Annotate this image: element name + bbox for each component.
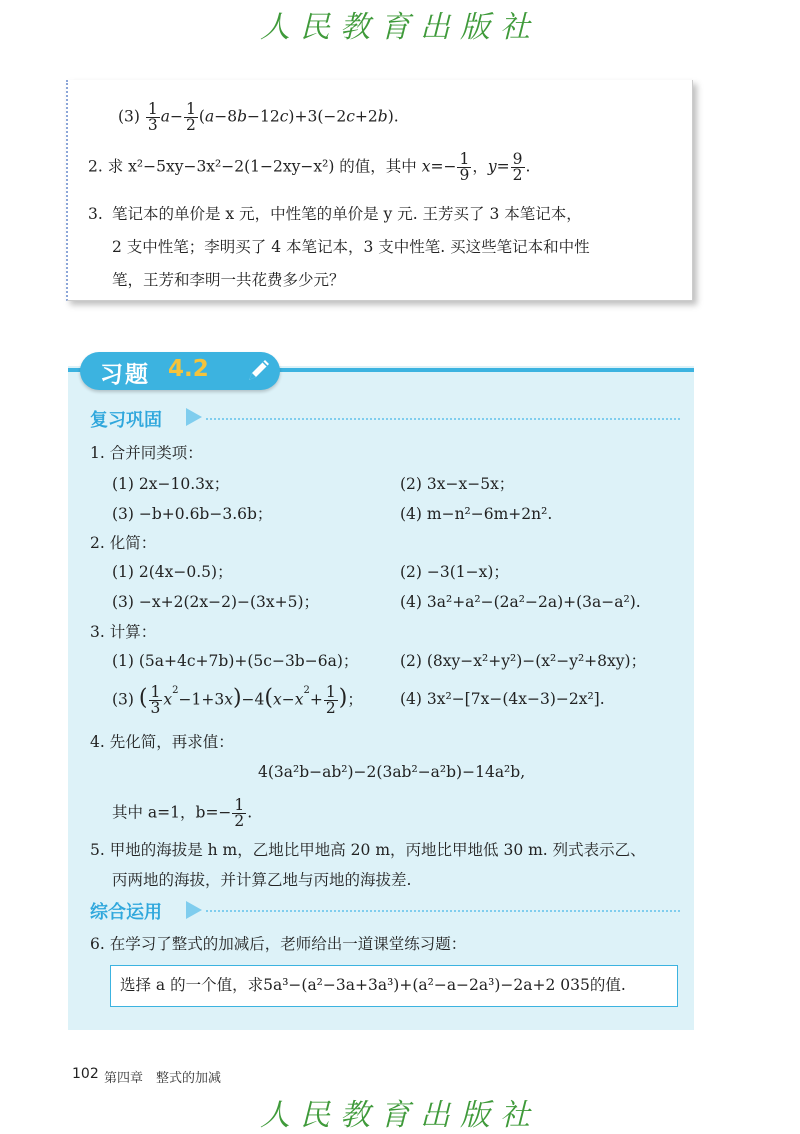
q2-label: 2. 化简： <box>90 534 157 552</box>
q5-line1: 5. 甲地的海拔是 h m，乙地比甲地高 20 m，丙地比甲地低 30 m. 列式表示乙、 <box>90 841 646 859</box>
pencil-icon <box>245 356 273 384</box>
practice-q3-line3: 笔，王芳和李明一共花费多少元？ <box>112 271 345 289</box>
q2-text: 求 x²−5xy−3x²−2(1−2xy−x²) 的值，其中 <box>107 157 417 176</box>
q6-box-text: 选择 a 的一个值，求5a³−(a²−3a+3a³)+(a²−a−2a³)−2a+2 035的值. <box>120 976 626 994</box>
q1-item-2: (2) 3x−x−5x； <box>400 475 515 493</box>
page-number: 102 <box>72 1066 99 1082</box>
practice-q3-label: 3. <box>88 205 103 223</box>
section-application-heading: 综合运用 <box>90 902 162 923</box>
practice-q2: 2. 求 x²−5xy−3x²−2(1−2xy−x²) 的值，其中 x=− $\frac{1}{9}$ ，y= $\frac{9}{2}$ . <box>88 150 531 184</box>
q3-item-4: (4) 3x²−[7x−(4x−3)−2x²]. <box>400 690 605 708</box>
q1-item-4: (4) m−n²−6m+2n². <box>400 505 553 523</box>
section-arrow-icon <box>186 901 202 919</box>
q1-item-3: (3) −b+0.6b−3.6b； <box>112 505 273 523</box>
q3-item-3: (3) ( $\frac{1}{3}$ $x^2-1+3x)-4(x-x^2+$ $\frac{1}{2}$ )； <box>112 683 363 717</box>
q5-line2: 丙两地的海拔，并计算乙地与丙地的海拔差. <box>112 871 412 889</box>
practice-q3-line2: 2 支中性笔；李明买了 4 本笔记本，3 支中性笔. 买这些笔记本和中性 <box>112 238 590 256</box>
q4-label: 4. 先化简，再求值： <box>90 733 234 751</box>
publisher-header: 人民教育出版社 <box>260 10 540 45</box>
q4-expression: 4(3a²b−ab²)−2(3ab²−a²b)−14a²b, <box>258 763 526 781</box>
chapter-title: 第四章 整式的加减 <box>104 1071 222 1086</box>
q3-label: 3. 计算： <box>90 623 157 641</box>
q4-condition: 其中 a=1，b=− $\frac{1}{2}$ . <box>112 796 253 830</box>
exercise-title: 习题 <box>100 362 150 388</box>
q1-item-1: (1) 2x−10.3x； <box>112 475 230 493</box>
part-label: (3) <box>112 690 134 709</box>
section-divider <box>206 910 680 912</box>
q2-item-2: (2) −3(1−x)； <box>400 563 509 581</box>
exercise-number: 4.2 <box>168 356 209 382</box>
q2-item-3: (3) −x+2(2x−2)−(3x+5)； <box>112 593 320 611</box>
publisher-footer: 人民教育出版社 <box>260 1098 540 1133</box>
section-review-heading: 复习巩固 <box>90 410 162 431</box>
q2-item-1: (1) 2(4x−0.5)； <box>112 563 233 581</box>
q3-item-1: (1) (5a+4c+7b)+(5c−3b−6a)； <box>112 652 359 670</box>
part-label: (3) <box>118 107 140 126</box>
q2-label: 2. <box>88 157 103 176</box>
section-divider <box>206 418 680 420</box>
q6-label: 6. 在学习了整式的加减后，老师给出一道课堂练习题： <box>90 935 467 953</box>
q3-item-2: (2) (8xy−x²+y²)−(x²−y²+8xy)； <box>400 652 647 670</box>
section-arrow-icon <box>186 408 202 426</box>
q1-label: 1. 合并同类项： <box>90 444 203 462</box>
q4-cond-text: 其中 a=1，b=− <box>112 803 232 822</box>
practice-q1-part3: (3) $\frac{1}{3}$ a− $\frac{1}{2}$ (a−8b−12c)+3(−2c+2b). <box>118 100 399 134</box>
practice-q3-line1: 笔记本的单价是 x 元，中性笔的单价是 y 元. 王芳买了 3 本笔记本， <box>112 205 582 223</box>
q2-item-4: (4) 3a²+a²−(2a²−2a)+(3a−a²). <box>400 593 641 611</box>
